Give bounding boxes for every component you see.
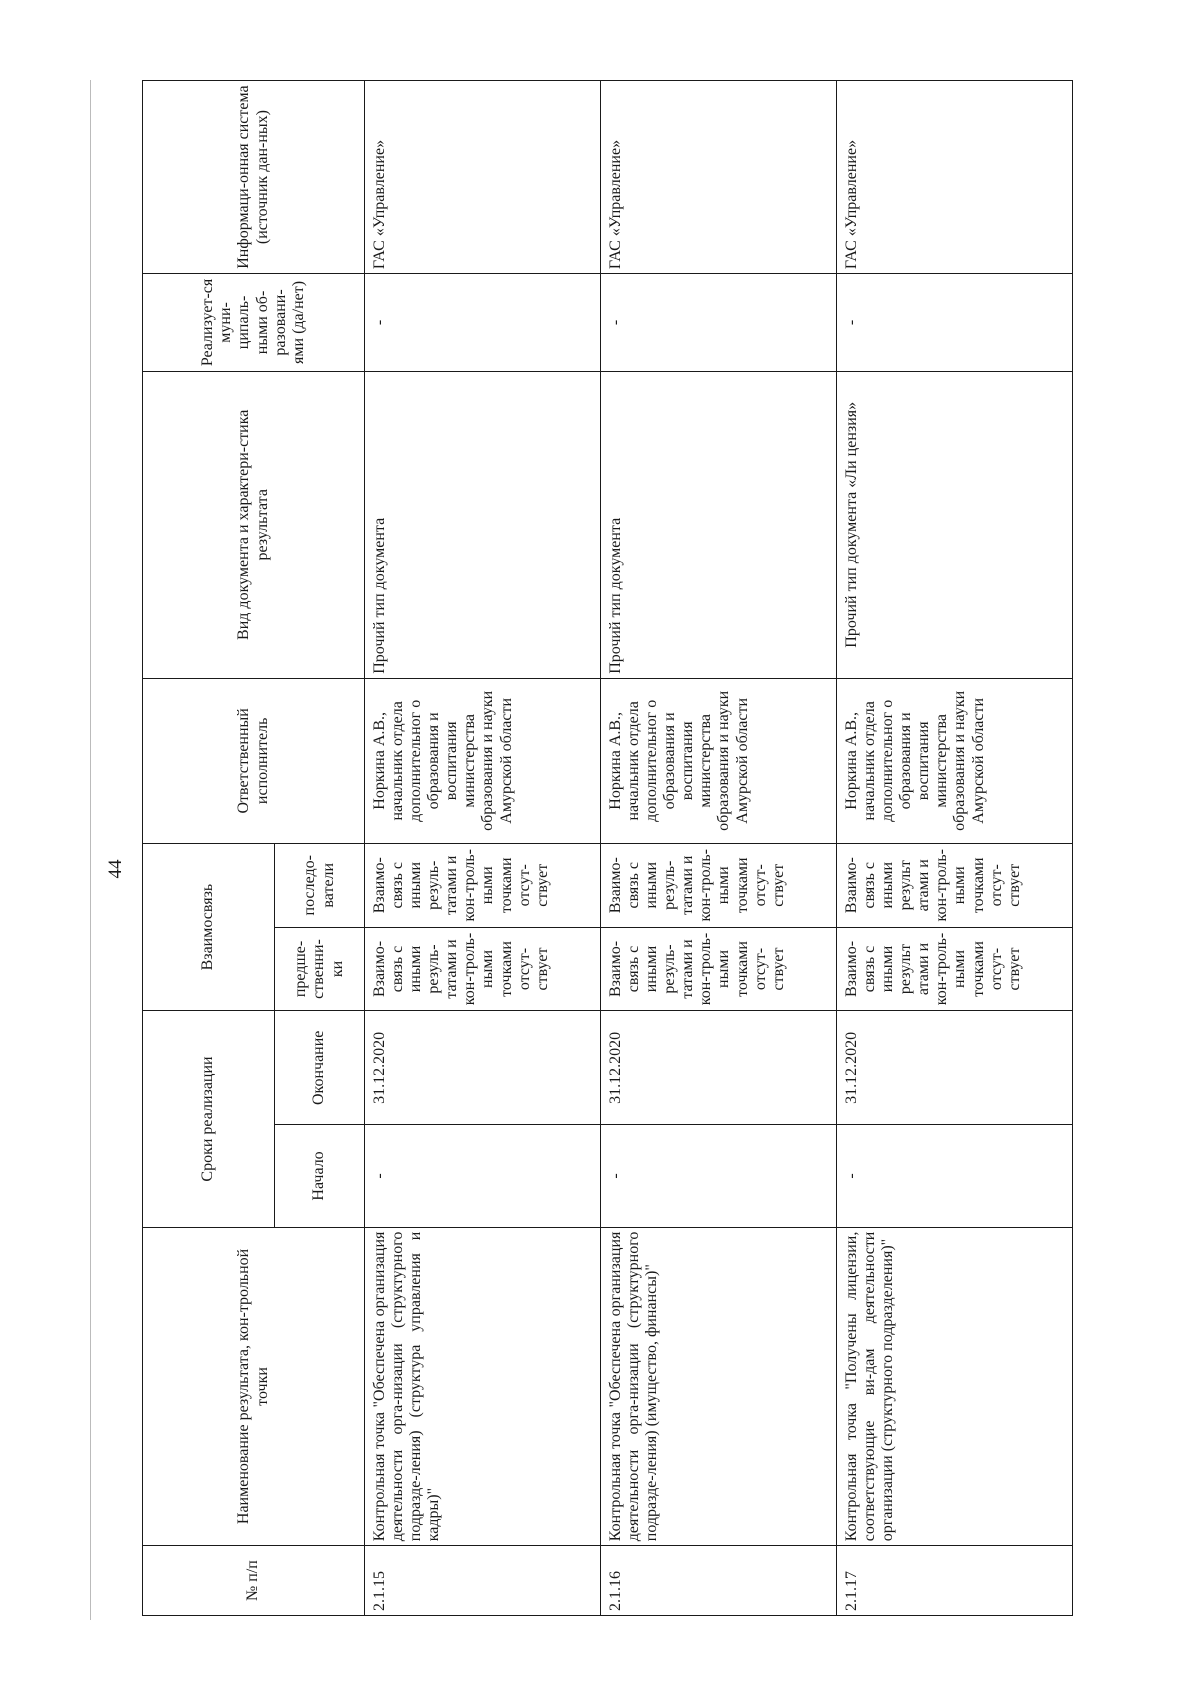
table-row bbox=[601, 81, 837, 1616]
row-end: 31.12.2020 bbox=[365, 1011, 601, 1125]
header-predecessors: предше-ственни-ки bbox=[275, 927, 365, 1011]
row-end: 31.12.2020 bbox=[601, 1011, 837, 1125]
row-end: 31.12.2020 bbox=[837, 1011, 1073, 1125]
row-municipal: - bbox=[601, 274, 837, 372]
row-info-system: ГАС «Управление» bbox=[601, 81, 837, 274]
row-executor: Норкина А.В., начальник отдела дополнительног о образования и воспитания министерства образования и науки Амурской области bbox=[601, 678, 837, 843]
row-name: Контрольная точка "Обеспечена организация деятельности орга-низации (структурного подразде-ления) (имущество, финансы)" bbox=[601, 1227, 837, 1546]
row-name: Контрольная точка "Получены лицензии, соответствующие ви-дам деятельности организации (структурного подразделения)" bbox=[837, 1227, 1073, 1546]
row-doc-type: Прочий тип документа «Ли цензия» bbox=[837, 371, 1073, 678]
row-num: 2.1.17 bbox=[837, 1546, 1073, 1616]
header-doc-type: Вид документа и характери-стика результата bbox=[143, 371, 365, 678]
row-start: - bbox=[837, 1125, 1073, 1227]
row-predecessors: Взаимо-связь с иными результ атами и кон-троль-ными точками отсут-ствует bbox=[837, 927, 1073, 1011]
row-successors: Взаимо-связь с иными резуль-татами и кон-троль-ными точками отсут-ствует bbox=[365, 843, 601, 927]
table-row bbox=[365, 81, 601, 1616]
row-successors: Взаимо-связь с иными результ атами и кон-троль-ными точками отсут-ствует bbox=[837, 843, 1073, 927]
row-executor: Норкина А.В., начальник отдела дополнительног о образования и воспитания министерства образования и науки Амурской области bbox=[365, 678, 601, 843]
row-predecessors: Взаимо-связь с иными резуль-татами и кон-троль-ными точками отсут-ствует bbox=[601, 927, 837, 1011]
row-executor: Норкина А.В., начальник отдела дополнительног о образования и воспитания министерства образования и науки Амурской области bbox=[837, 678, 1073, 843]
header-successors: последо-ватели bbox=[275, 843, 365, 927]
header-relation: Взаимосвязь bbox=[143, 843, 275, 1010]
row-num: 2.1.16 bbox=[601, 1546, 837, 1616]
row-info-system: ГАС «Управление» bbox=[837, 81, 1073, 274]
binding-line bbox=[90, 80, 91, 1620]
row-info-system: ГАС «Управление» bbox=[365, 81, 601, 274]
plan-table bbox=[142, 80, 1073, 1616]
header-municipal: Реализует-ся муни-ципаль-ными об-разовани-ями (да/нет) bbox=[143, 274, 365, 372]
header-start: Начало bbox=[275, 1125, 365, 1227]
row-start: - bbox=[601, 1125, 837, 1227]
row-start: - bbox=[365, 1125, 601, 1227]
rotated-sheet bbox=[142, 80, 1072, 1616]
header-executor: Ответственный исполнитель bbox=[143, 678, 365, 843]
row-predecessors: Взаимо-связь с иными резуль-татами и кон-троль-ными точками отсут-ствует bbox=[365, 927, 601, 1011]
header-name: Наименование результата, кон-трольной точки bbox=[143, 1227, 365, 1546]
row-municipal: - bbox=[365, 274, 601, 372]
row-doc-type: Прочий тип документа bbox=[365, 371, 601, 678]
header-terms: Сроки реализации bbox=[143, 1011, 275, 1227]
header-num: № п/п bbox=[143, 1546, 365, 1616]
row-num: 2.1.15 bbox=[365, 1546, 601, 1616]
header-info-system: Информаци-онная система (источник дан-ных) bbox=[143, 81, 365, 274]
row-municipal: - bbox=[837, 274, 1073, 372]
table-row bbox=[837, 81, 1073, 1616]
row-doc-type: Прочий тип документа bbox=[601, 371, 837, 678]
header-end: Окончание bbox=[275, 1011, 365, 1125]
row-name: Контрольная точка "Обеспечена организация деятельности орга-низации (структурного подразде-ления) (структура управления и кадры)" bbox=[365, 1227, 601, 1546]
row-successors: Взаимо-связь с иными резуль-татами и кон-троль-ными точками отсут-ствует bbox=[601, 843, 837, 927]
page-number: 44 bbox=[105, 859, 126, 879]
